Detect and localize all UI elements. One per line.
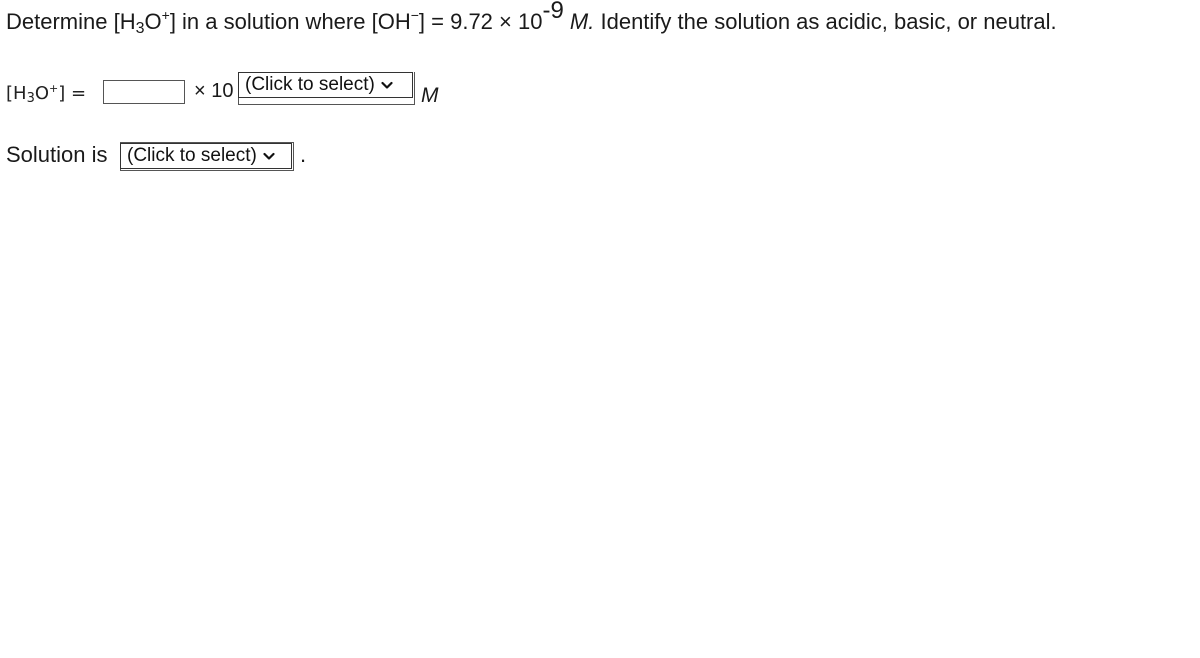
molarity-unit: M bbox=[421, 84, 439, 107]
chevron-down-icon bbox=[263, 152, 275, 161]
h3o-label-charge: + bbox=[49, 82, 59, 95]
solution-label: Solution is bbox=[6, 142, 108, 167]
question-unit: M. bbox=[569, 9, 595, 34]
question-text bbox=[6, 2, 1057, 42]
question-exponent: -9 bbox=[542, 0, 564, 24]
solution-select-text: (Click to select) bbox=[127, 145, 257, 166]
question-minus-charge: − bbox=[410, 7, 419, 23]
question-suffix: Identify the solution as acidic, basic, or neutral. bbox=[594, 9, 1057, 34]
times-ten-label: × 10 bbox=[194, 80, 234, 102]
question-oxygen: O bbox=[144, 9, 162, 34]
exponent-select[interactable] bbox=[238, 72, 413, 98]
h3o-label-equals: ] = bbox=[58, 83, 87, 104]
h3o-label-subscript: 3 bbox=[26, 91, 35, 106]
question-plus-charge: + bbox=[161, 7, 170, 23]
h3o-coefficient-input[interactable] bbox=[103, 80, 185, 104]
solution-type-select[interactable] bbox=[120, 143, 292, 169]
question-subscript: 3 bbox=[135, 20, 145, 37]
question-prefix: Determine [H bbox=[6, 9, 136, 34]
sentence-period: . bbox=[300, 142, 307, 167]
exponent-select-text: (Click to select) bbox=[245, 74, 375, 95]
h3o-label-open: [H bbox=[6, 83, 27, 104]
chevron-down-icon bbox=[381, 81, 393, 90]
question-oh-value: ] = 9.72 × 10 bbox=[418, 9, 543, 34]
h3o-label-oxygen: O bbox=[34, 83, 50, 104]
question-mid: ] in a solution where [OH bbox=[169, 9, 411, 34]
h3o-label bbox=[6, 83, 86, 104]
